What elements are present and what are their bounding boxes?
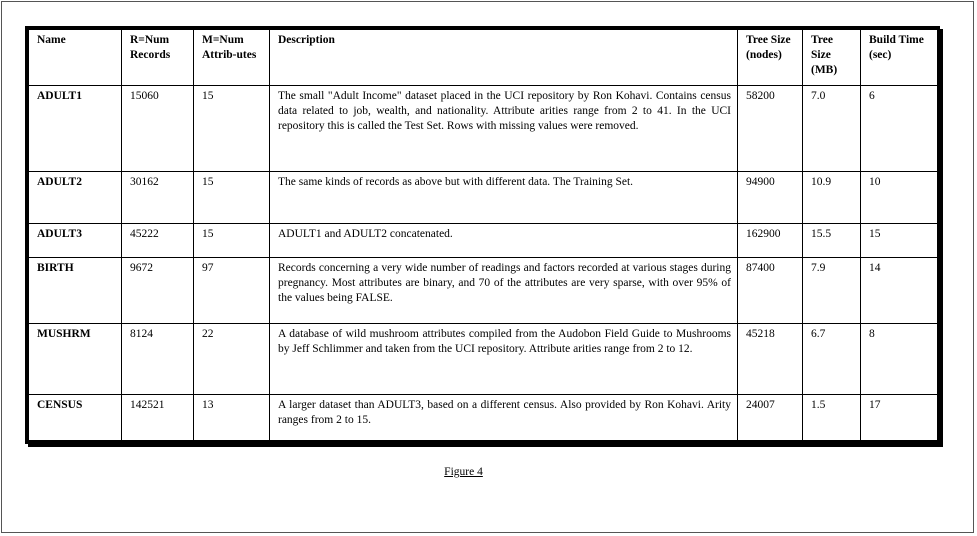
header-attributes: M=Num Attrib-utes: [194, 30, 270, 86]
table-row: [29, 224, 938, 258]
cell-records: 15060: [122, 86, 194, 172]
table-row: [29, 395, 938, 441]
cell-tree-mb: 7.9: [803, 258, 861, 324]
cell-build-time: 8: [861, 324, 938, 395]
dataset-table-container: [25, 26, 940, 444]
cell-tree-nodes: 94900: [738, 172, 803, 224]
cell-attributes: 22: [194, 324, 270, 395]
cell-description: The same kinds of records as above but with different data. The Training Set.: [270, 172, 738, 224]
cell-records: 8124: [122, 324, 194, 395]
header-name: Name: [29, 30, 122, 86]
cell-attributes: 15: [194, 172, 270, 224]
figure-caption: Figure 4: [444, 466, 483, 478]
header-description: Description: [270, 30, 738, 86]
cell-tree-mb: 10.9: [803, 172, 861, 224]
header-build-time: Build Time (sec): [861, 30, 938, 86]
cell-description: A database of wild mushroom attributes compiled from the Audobon Field Guide to Mushrooms by Jeff Schlimmer and taken from the UCI repository. Attribute arities range from 2 to 12.: [270, 324, 738, 395]
cell-name: ADULT1: [29, 86, 122, 172]
cell-records: 142521: [122, 395, 194, 441]
table-row: [29, 324, 938, 395]
cell-records: 9672: [122, 258, 194, 324]
header-tree-nodes: Tree Size (nodes): [738, 30, 803, 86]
table-row: [29, 258, 938, 324]
header-row: [29, 30, 938, 86]
cell-build-time: 6: [861, 86, 938, 172]
cell-attributes: 15: [194, 86, 270, 172]
cell-records: 45222: [122, 224, 194, 258]
cell-build-time: 14: [861, 258, 938, 324]
cell-name: ADULT3: [29, 224, 122, 258]
cell-tree-mb: 15.5: [803, 224, 861, 258]
cell-tree-mb: 7.0: [803, 86, 861, 172]
table-row: [29, 86, 938, 172]
header-tree-mb: Tree Size (MB): [803, 30, 861, 86]
cell-tree-mb: 6.7: [803, 324, 861, 395]
cell-attributes: 97: [194, 258, 270, 324]
cell-tree-nodes: 87400: [738, 258, 803, 324]
cell-records: 30162: [122, 172, 194, 224]
cell-description: The small "Adult Income" dataset placed in the UCI repository by Ron Kohavi. Contains census data related to job, wealth, and nationality. Attribute arities range from 2 to 41. In the UCI repository this is called the Test Set. Rows with missing values were removed.: [270, 86, 738, 172]
table-row: [29, 172, 938, 224]
cell-build-time: 10: [861, 172, 938, 224]
cell-tree-mb: 1.5: [803, 395, 861, 441]
cell-attributes: 13: [194, 395, 270, 441]
cell-attributes: 15: [194, 224, 270, 258]
cell-description: A larger dataset than ADULT3, based on a different census. Also provided by Ron Kohavi. Arity ranges from 2 to 15.: [270, 395, 738, 441]
cell-description: ADULT1 and ADULT2 concatenated.: [270, 224, 738, 258]
header-records: R=Num Records: [122, 30, 194, 86]
cell-tree-nodes: 24007: [738, 395, 803, 441]
cell-name: BIRTH: [29, 258, 122, 324]
cell-name: MUSHRM: [29, 324, 122, 395]
cell-build-time: 17: [861, 395, 938, 441]
cell-name: ADULT2: [29, 172, 122, 224]
cell-build-time: 15: [861, 224, 938, 258]
cell-name: CENSUS: [29, 395, 122, 441]
cell-tree-nodes: 162900: [738, 224, 803, 258]
cell-description: Records concerning a very wide number of readings and factors recorded at various stages during pregnancy. Most attributes are binary, and 70 of the attributes are very sparse, with over 95% of the values being FALSE.: [270, 258, 738, 324]
cell-tree-nodes: 58200: [738, 86, 803, 172]
dataset-table: [28, 29, 938, 441]
cell-tree-nodes: 45218: [738, 324, 803, 395]
